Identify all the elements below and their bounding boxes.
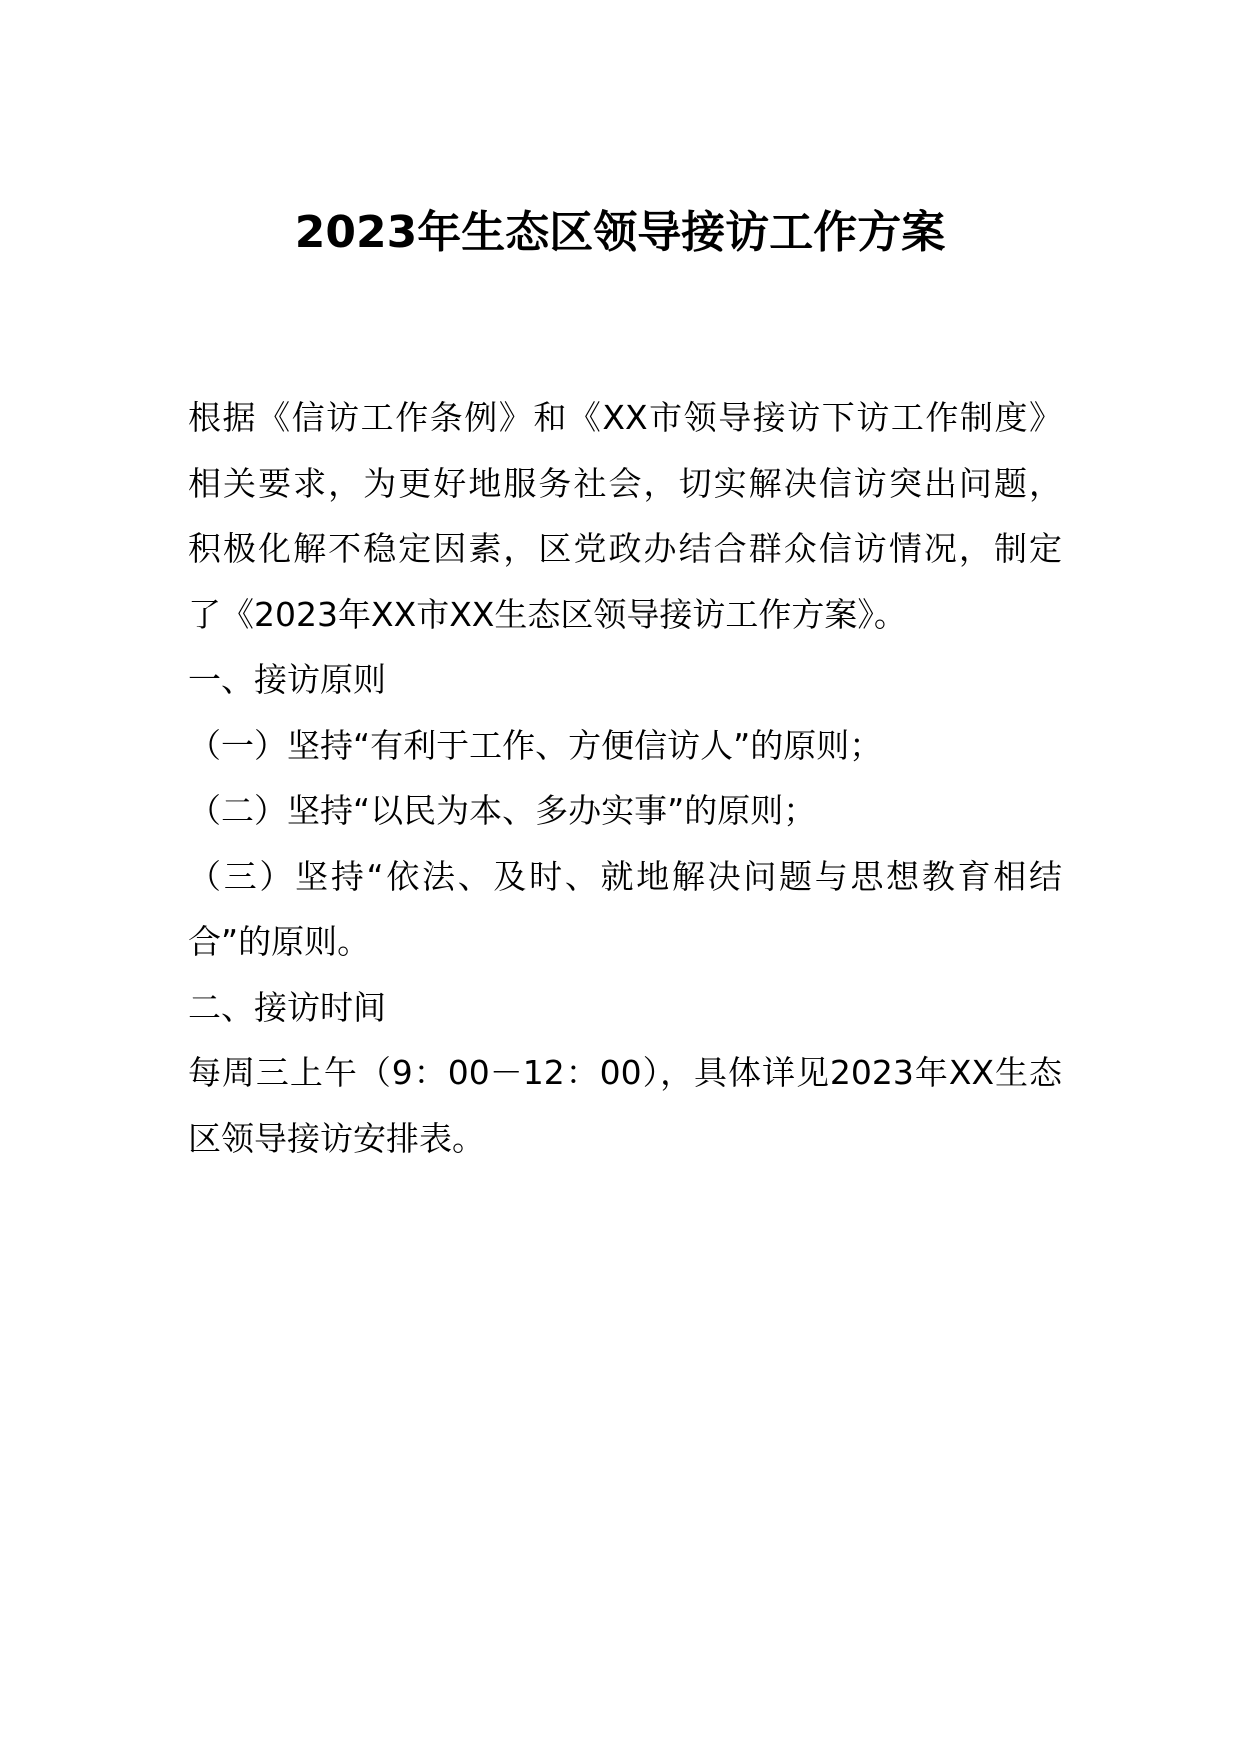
schedule-text: 每周三上午（9：00－12：00），具体详见2023年XX生态 xyxy=(188,1053,1062,1092)
principle-item: （二）坚持“以民为本、多办实事”的原则； xyxy=(188,791,817,830)
principle-item: （一）坚持“有利于工作、方便信访人”的原则； xyxy=(188,725,883,765)
section-heading: 二、接访时间 xyxy=(188,987,386,1027)
paragraph-line: 相关要求，为更好地服务社会，切实解决信访突出问题， xyxy=(188,463,1062,503)
document-title: 2023年生态区领导接访工作方案 xyxy=(294,207,946,258)
schedule-text-continuation: 区领导接访安排表。 xyxy=(188,1118,485,1158)
principle-item-continuation: 合”的原则。 xyxy=(188,922,371,961)
principle-item: （三）坚持“依法、及时、就地解决问题与思想教育相结 xyxy=(188,856,1062,896)
paragraph-line: 积极化解不稳定因素，区党政办结合群众信访情况，制定 xyxy=(188,529,1062,568)
paragraph-line: 了《2023年XX市XX生态区领导接访工作方案》。 xyxy=(188,594,907,634)
section-heading: 一、接访原则 xyxy=(188,660,386,699)
paragraph-line: 根据《信访工作条例》和《XX市领导接访下访工作制度》 xyxy=(188,398,1062,437)
document-body xyxy=(188,385,1062,1171)
